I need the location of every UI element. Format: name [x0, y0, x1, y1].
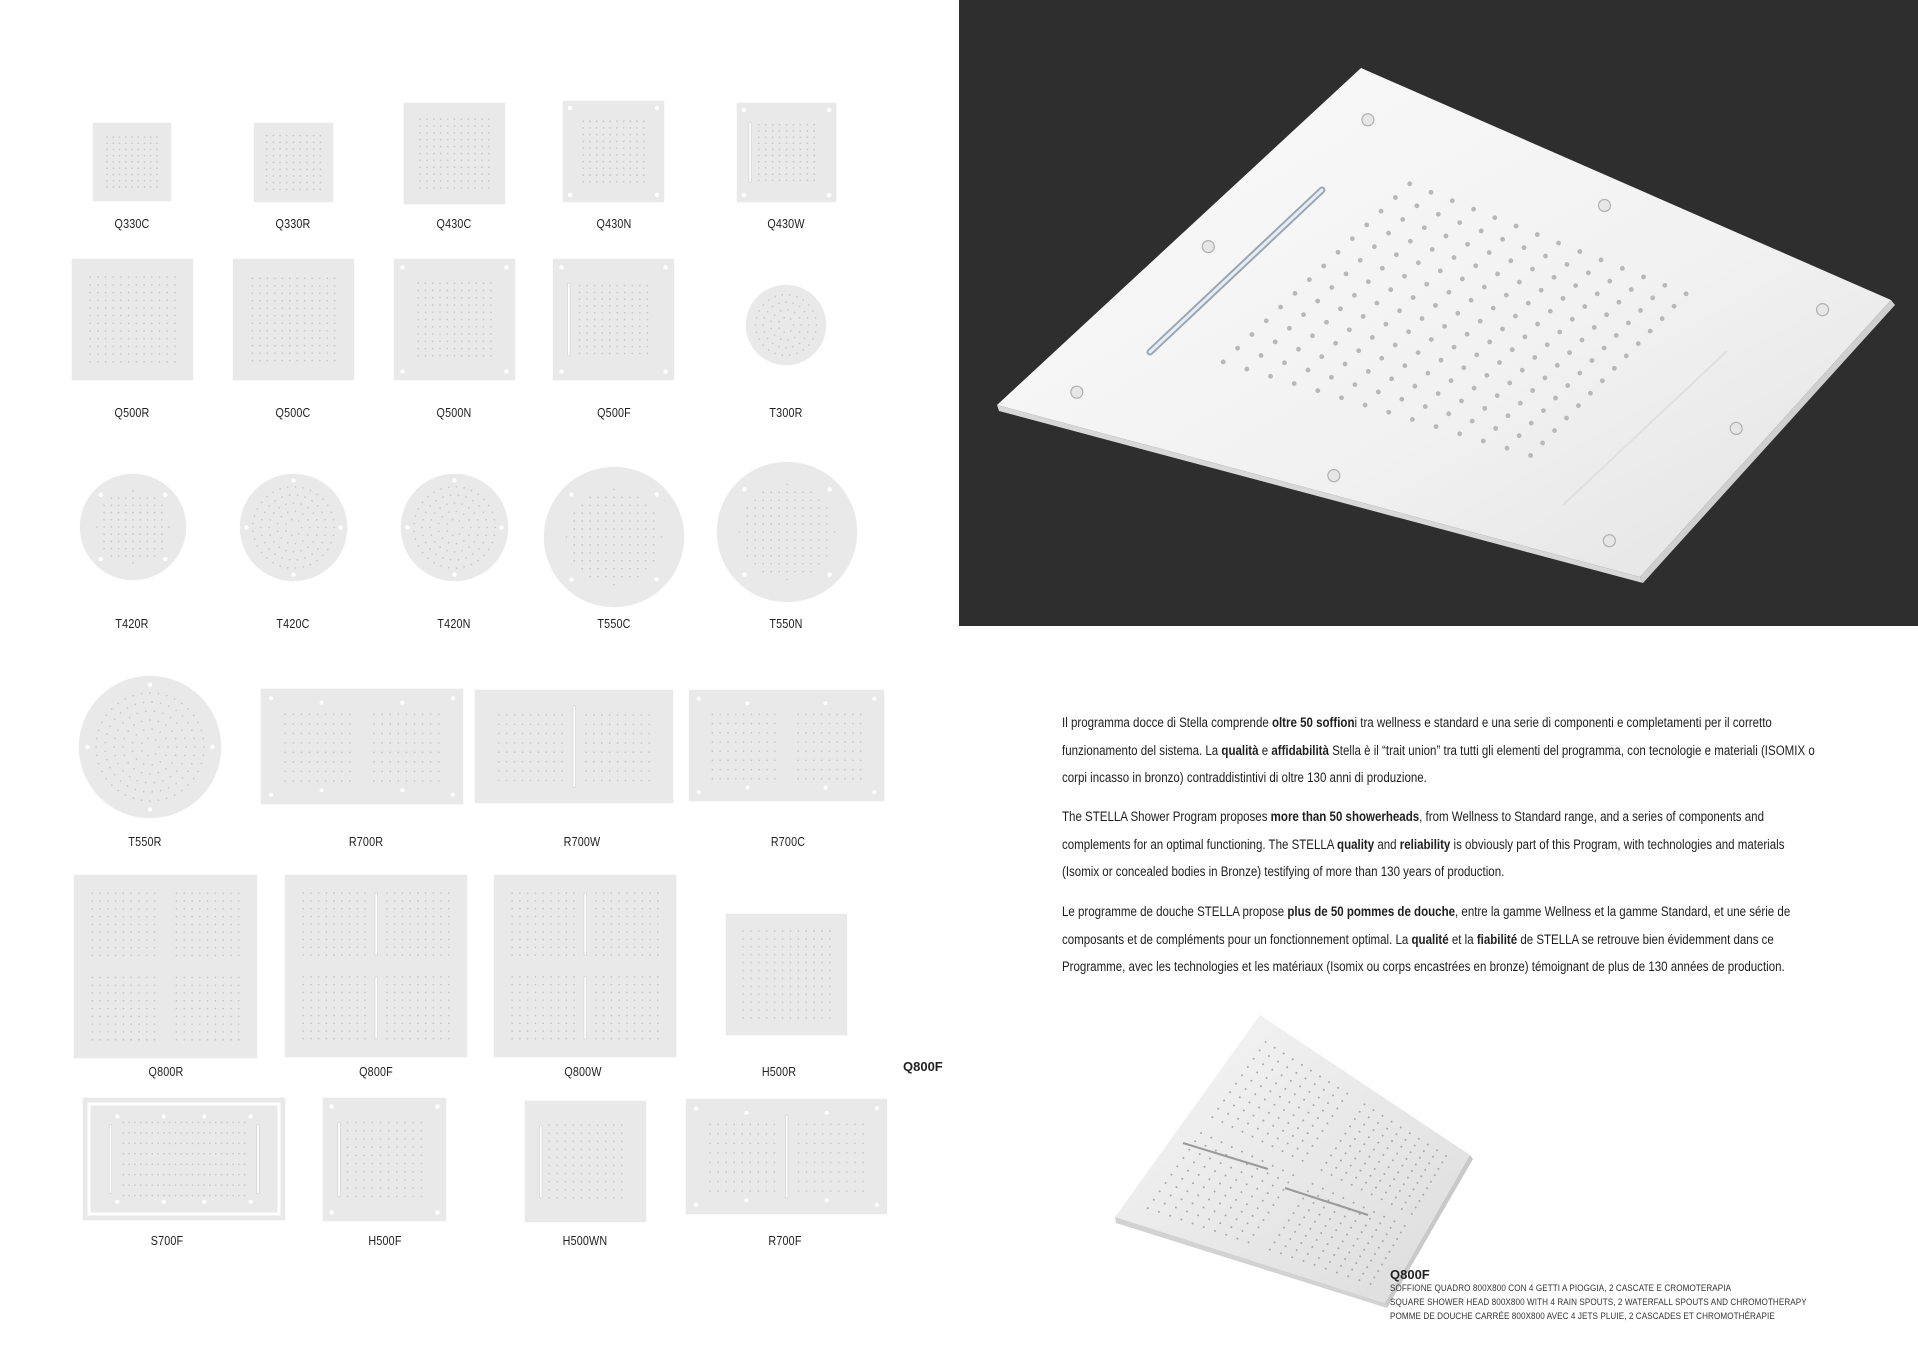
showerhead-image — [475, 690, 673, 803]
product-code: T420N — [437, 617, 471, 631]
showerhead-image — [233, 259, 354, 380]
showerhead-image — [404, 103, 505, 204]
product-code: Q800F — [359, 1065, 393, 1079]
showerhead-image — [261, 689, 463, 804]
description-french: Le programme de douche STELLA propose plus de 50 pommes de douche, entre la gamme Wellness et la gamme Standard, et une série de composants et de compléments pour un fonctionnement optimal. La qualité et la fiabilité de STELLA se retrouve bien évidemment dans ce Programme, avec les technologies et les matériaux (Isomix ou corps encastrées en bronze) témoignant de plus de 130 années de production. — [1062, 904, 1791, 974]
product-code: R700W — [563, 835, 601, 849]
showerhead-image — [689, 690, 884, 801]
product-code: H500R — [761, 1065, 797, 1079]
showerhead-image — [254, 123, 333, 202]
showerhead-image — [240, 474, 347, 581]
product-code: H500WN — [562, 1234, 608, 1248]
showerhead-image — [74, 875, 257, 1058]
showerhead-image — [717, 462, 857, 602]
product-code: Q330R — [275, 217, 311, 231]
product-code: Q430N — [596, 217, 632, 231]
showerhead-image — [80, 474, 186, 580]
product-code: Q330C — [114, 217, 150, 231]
showerhead-image — [79, 676, 221, 818]
showerhead-image — [544, 467, 684, 607]
showerhead-image — [93, 123, 171, 201]
showerhead-image — [563, 101, 664, 202]
showerhead-image — [394, 259, 515, 380]
showerhead-image — [401, 474, 508, 581]
showerhead-image — [553, 259, 674, 380]
showerhead-image — [746, 285, 826, 365]
showerhead-image — [525, 1101, 646, 1222]
side-label: Q800F — [903, 1059, 943, 1074]
product-code: Q500F — [597, 406, 631, 420]
product-code: T550C — [597, 617, 631, 631]
product-code: T550N — [769, 617, 803, 631]
showerhead-image — [323, 1098, 446, 1221]
caption-code: Q800F — [1390, 1267, 1430, 1282]
product-code: Q800R — [148, 1065, 184, 1079]
product-code: R700F — [768, 1234, 802, 1248]
product-code: H500F — [368, 1234, 402, 1248]
product-code: R700R — [348, 835, 384, 849]
showerhead-image — [83, 1098, 285, 1220]
description-english: The STELLA Shower Program proposes more than 50 showerheads, from Wellness to Standard range, and a series of components and complements for an optimal functioning. The STELLA quality and reliability is obviously part of this Program, with technologies and materials (Isomix or concealed bodies in Bronze) testifying of more than 130 years of production. — [1062, 809, 1785, 879]
product-code: Q500N — [436, 406, 472, 420]
showerhead-image — [737, 103, 836, 202]
showerhead-image — [285, 875, 467, 1057]
product-code: T420C — [276, 617, 310, 631]
product-code: Q500R — [114, 406, 150, 420]
product-code: R700C — [770, 835, 806, 849]
product-code: T300R — [769, 406, 803, 420]
product-code: Q500C — [275, 406, 311, 420]
product-code: Q430C — [436, 217, 472, 231]
caption-italian: SOFFIONE QUADRO 800X800 CON 4 GETTI A PIOGGIA, 2 CASCATE E CROMOTERAPIA — [1390, 1283, 1732, 1293]
product-code: Q800W — [564, 1065, 602, 1079]
description-italian: Il programma docce di Stella comprende oltre 50 soffioni tra wellness e standard e una serie di componenti e completamenti per il corretto funzionamento del sistema. La qualità e affidabilità Stella è il “trait union” tra tutti gli elementi del programma, con tecnologie e materiali (ISOMIX o corpi incasso in bronzo) contraddistintivi di oltre 130 anni di produzione. — [1062, 715, 1815, 785]
showerhead-image — [494, 875, 676, 1057]
product-code: T420R — [115, 617, 149, 631]
showerhead-image — [726, 914, 847, 1035]
showerhead-image — [686, 1099, 887, 1214]
showerhead-image — [72, 259, 193, 380]
hero-photo — [959, 0, 1918, 626]
hero-showerhead-image — [959, 0, 1918, 626]
product-code: Q430W — [767, 217, 805, 231]
product-code: S700F — [150, 1234, 184, 1248]
caption-french: POMME DE DOUCHE CARRÉE 800X800 AVEC 4 JETS PLUIE, 2 CASCADES ET CHROMOTHÉRAPIE — [1390, 1311, 1775, 1321]
product-code: T550R — [128, 835, 162, 849]
caption-english: SQUARE SHOWER HEAD 800X800 WITH 4 RAIN SPOUTS, 2 WATERFALL SPOUTS AND CHROMOTHERAPY — [1390, 1297, 1807, 1307]
